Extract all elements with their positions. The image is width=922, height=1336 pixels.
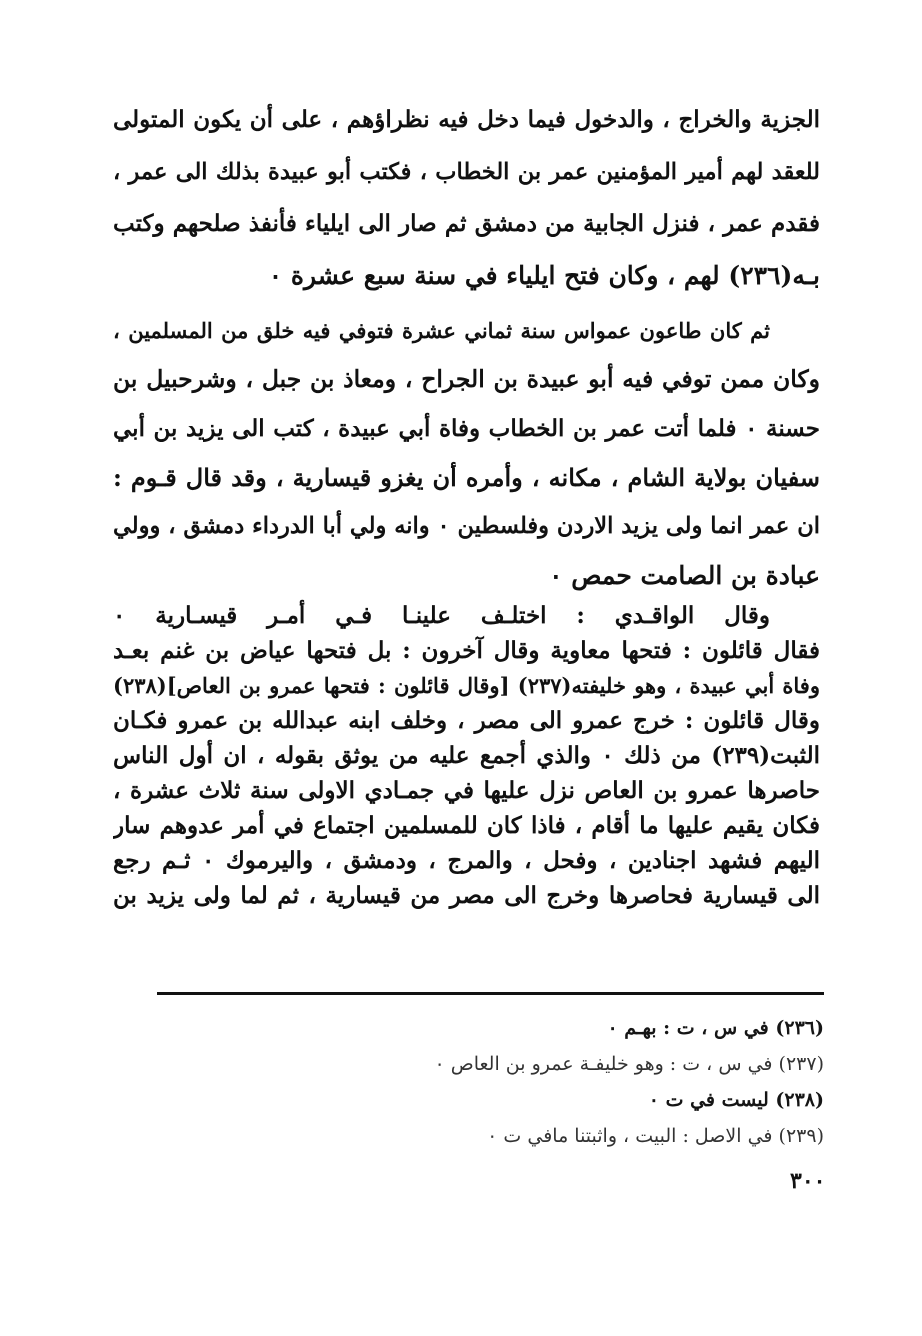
footnote-239: (٢٣٩) في الاصل : البيت ، واثبتنا مافي ت ٠ xyxy=(487,1125,824,1147)
text-line: وقال الواقـدي : اختلـف علينـا فـي أمـر قيسـارية ٠ xyxy=(113,602,770,629)
text-line: الثبت(٢٣٩) من ذلك ٠ والذي أجمع عليه من يوثق بقوله ، ان أول الناس xyxy=(113,742,820,769)
text-line: للعقد لهم أمير المؤمنين عمر بن الخطاب ، فكتب أبو عبيدة بذلك الى عمر ، xyxy=(113,159,820,185)
footnote-236: (٢٣٦) في س ، ت : بهـم ٠ xyxy=(607,1017,824,1039)
text-line: حسنة ٠ فلما أتت عمر بن الخطاب وفاة أبي عبيدة ، كتب الى يزيد بن أبي xyxy=(113,415,820,442)
text-line: حاصرها عمرو بن العاص نزل عليها في جمـادي الاولى سنة ثلاث عشرة ، xyxy=(113,777,820,804)
text-line: فقدم عمر ، فنزل الجابية من دمشق ثم صار الى ايلياء فأنفذ صلحهم وكتب xyxy=(113,210,820,237)
page-number: ٣٠٠ xyxy=(790,1168,826,1194)
text-line: بـه(٢٣٦) لهم ، وكان فتح ايلياء في سنة سبع عشرة ٠ xyxy=(268,261,820,290)
text-line: فكان يقيم عليها ما أقام ، فاذا كان للمسلمين اجتماع في أمر عدوهم سار xyxy=(113,812,820,839)
text-line: عبادة بن الصامت حمص ٠ xyxy=(549,561,820,590)
text-line: ان عمر انما ولى يزيد الاردن وفلسطين ٠ وانه ولي أبا الدرداء دمشق ، وولي xyxy=(113,513,820,539)
text-line: سفيان بولاية الشام ، مكانه ، وأمره أن يغزو قيسارية ، وقد قال قـوم : xyxy=(113,463,820,492)
paragraph-1 xyxy=(113,94,820,302)
text-line: وقال قائلون : خرج عمرو الى مصر ، وخلف ابنه عبدالله بن عمرو فكـان xyxy=(113,707,820,734)
footnote-separator xyxy=(157,992,824,995)
text-line: وكان ممن توفي فيه أبو عبيدة بن الجراح ، ومعاذ بن جبل ، وشرحبيل بن xyxy=(113,365,820,393)
text-line: الجزية والخراج ، والدخول فيما دخل فيه نظراؤهم ، على أن يكون المتولى xyxy=(113,106,820,133)
paragraph-2 xyxy=(113,306,820,600)
text-line: فقال قائلون : فتحها معاوية وقال آخرون : بل فتحها عياض بن غنم بعـد xyxy=(113,637,820,664)
text-line: ثم كان طاعون عمواس سنة ثماني عشرة فتوفي فيه خلق من المسلمين ، xyxy=(113,318,770,343)
text-line: الى قيسارية فحاصرها وخرج الى مصر من قيسارية ، ثم لما ولى يزيد بن xyxy=(113,882,820,909)
text-line: وفاة أبي عبيدة ، وهو خليفته(٢٣٧) [وقال قائلون : فتحها عمرو بن العاص](٢٣٨) xyxy=(113,673,820,698)
footnotes xyxy=(157,1010,824,1154)
footnote-237: (٢٣٧) في س ، ت : وهو خليفـة عمرو بن العاص ٠ xyxy=(434,1053,824,1075)
text-line: اليهم فشهد اجنادين ، وفحل ، والمرج ، ودمشق ، واليرموك ٠ ثـم رجع xyxy=(113,847,820,874)
footnote-238: (٢٣٨) ليست في ت ٠ xyxy=(648,1089,824,1111)
paragraph-3 xyxy=(113,598,820,913)
